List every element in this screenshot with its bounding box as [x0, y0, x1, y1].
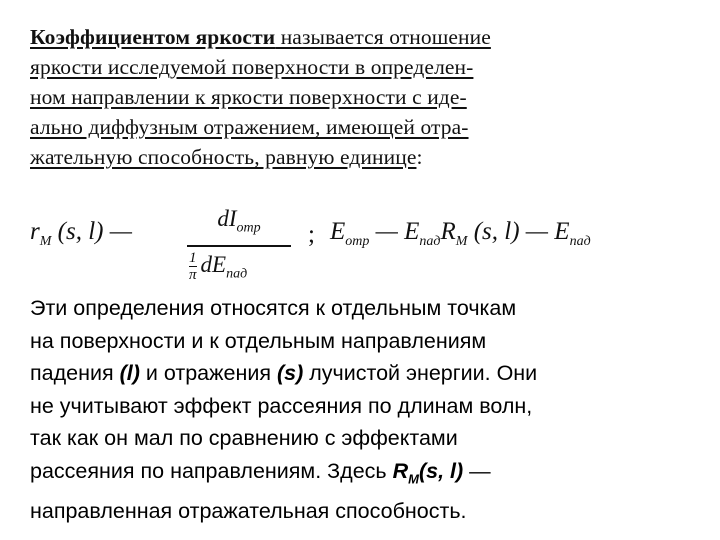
- definition-text: называется отношение: [275, 25, 491, 49]
- definition-paragraph: [30, 22, 695, 172]
- definition-line-1: [30, 22, 695, 52]
- formula-separator: ;: [308, 221, 315, 248]
- explanation-line-5: так как он мал по сравнению с эффектами: [30, 426, 458, 450]
- formula-numerator: $dI_{отр}$: [217, 206, 261, 236]
- defined-term: Коэффициентом яркости: [30, 25, 276, 49]
- explanation-paragraph: [30, 292, 700, 528]
- explanation-line-6: рассеяния по направлениям. Здесь $R_M(s$, l) —: [30, 458, 491, 486]
- fraction-bar: [187, 245, 291, 247]
- definition-line-4: ально диффузным отражением, имеющей отра-: [30, 115, 469, 139]
- definition-line-2: яркости исследуемой поверхности в определен-: [30, 55, 474, 79]
- one-over-pi: $\frac{1}{\pi}$: [189, 249, 197, 284]
- explanation-line-7: направленная отражательная способность.: [30, 499, 467, 524]
- explanation-line-1: Эти определения относятся к отдельным точкам: [30, 296, 517, 320]
- explanation-line-4: не учитывают эффект рассеяния по длинам волн,: [30, 393, 533, 418]
- formula-rhs: $E_{отр}$ — $E_{пад}R_M$ (s, l) — $E_{пад}$: [330, 218, 591, 249]
- explanation-line-2: на поверхности и к отдельным направлениям: [30, 328, 487, 353]
- brightness-formula: [30, 205, 700, 285]
- explanation-line-3: падения (l) и отражения (s) лучистой энергии. Они: [30, 361, 538, 385]
- definition-line-3: ном направлении к яркости поверхности с иде-: [30, 85, 467, 109]
- formula-lhs: $r_M$ (s, l) —: [30, 218, 132, 249]
- formula-denominator: $\frac{1}{\pi} dE_{пад}$: [189, 249, 248, 284]
- formula-fraction: [187, 205, 291, 290]
- definition-line-5: жательную способность, равную единице:: [30, 145, 423, 169]
